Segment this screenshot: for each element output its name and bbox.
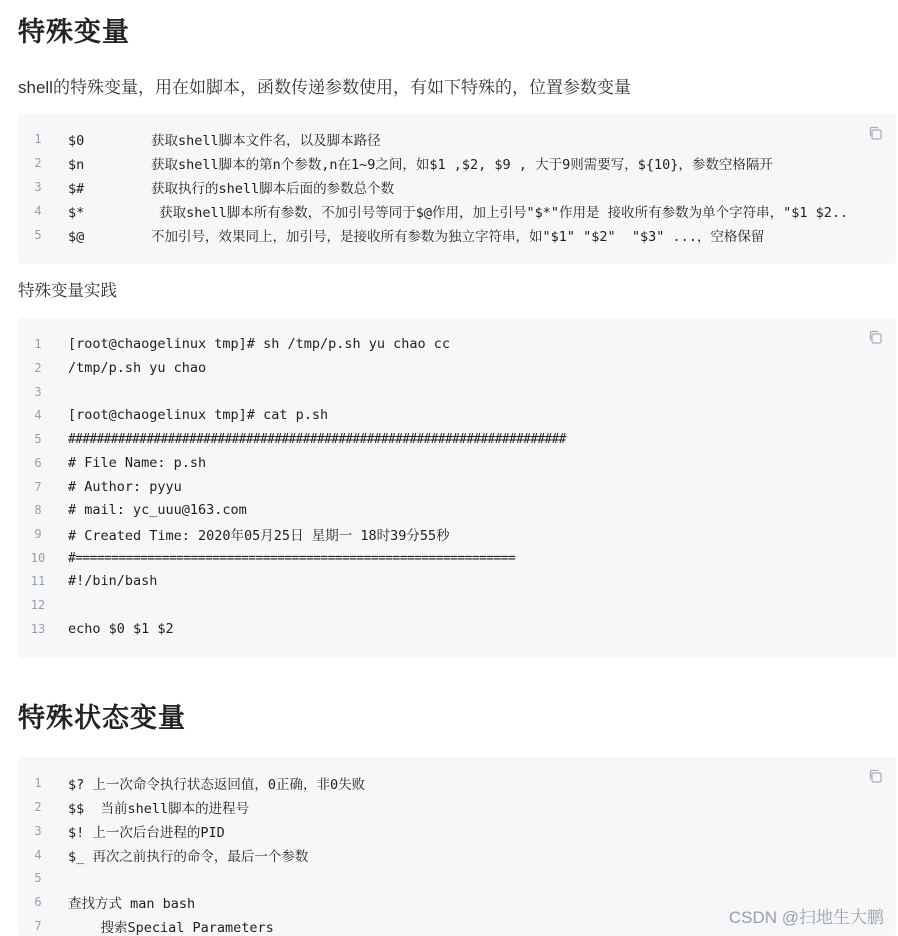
var-desc: 获取shell脚本的第n个参数,n在1~9之间，如$1 ,$2, $9 , 大于9则需要写，${10}，参数空格隔开	[151, 157, 773, 173]
code-text: #=============================================================	[68, 550, 516, 566]
code-text: $_ 再次之前执行的命令，最后一个参数	[68, 849, 309, 865]
code-line	[18, 175, 896, 199]
code-line	[18, 617, 896, 641]
line-number: 5	[34, 432, 42, 446]
code-line	[18, 795, 896, 819]
line-number: 4	[34, 848, 42, 862]
var-name: $0	[68, 133, 85, 149]
code-line	[18, 819, 896, 843]
line-number: 9	[34, 527, 42, 541]
code-line	[18, 151, 896, 175]
var-name: $n	[68, 157, 85, 173]
code-line	[18, 199, 896, 223]
line-number: 4	[34, 408, 42, 422]
watermark: CSDN @扫地生大鹏	[728, 908, 884, 927]
var-desc: 不加引号，效果同上，加引号，是接收所有参数为独立字符串，如"$1" "$2" "$3" ...，空格保留	[151, 229, 765, 245]
code-text: # File Name: p.sh	[68, 455, 207, 471]
line-number: 6	[34, 895, 42, 909]
line-number: 11	[30, 574, 46, 588]
line-number: 2	[34, 156, 42, 170]
line-number: 7	[34, 919, 42, 933]
code-text: # Created Time: 2020年05月25日 星期一 18时39分55秒	[68, 528, 450, 544]
code-text: $$ 当前shell脚本的进程号	[68, 801, 250, 817]
section-title-special-status-vars: 特殊状态变量	[18, 703, 186, 733]
code-block-special-vars	[18, 114, 896, 264]
code-line	[18, 223, 896, 247]
line-number: 3	[34, 180, 42, 194]
code-line	[18, 843, 896, 867]
code-line	[18, 866, 896, 890]
section-intro: shell的特殊变量，用在如脚本，函数传递参数使用，有如下特殊的，位置参数变量	[18, 78, 631, 97]
code-line	[18, 498, 896, 522]
line-number: 1	[34, 337, 42, 351]
code-line	[18, 332, 896, 356]
code-text: # Author: pyyu	[68, 479, 182, 495]
code-text: 查找方式 man bash	[68, 896, 196, 912]
code-line	[18, 546, 896, 570]
code-line	[18, 569, 896, 593]
code-line	[18, 403, 896, 427]
code-text: ######################################################################	[68, 431, 566, 447]
line-number: 2	[34, 800, 42, 814]
line-number: 5	[34, 871, 42, 885]
var-name: $@	[68, 229, 85, 245]
code-text: # mail: yc_uuu@163.com	[68, 502, 247, 518]
line-number: 13	[30, 622, 46, 636]
section-title-special-vars: 特殊变量	[18, 17, 130, 47]
code-text: $? 上一次命令执行状态返回值，0正确，非0失败	[68, 777, 366, 793]
var-desc: 获取shell脚本所有参数，不加引号等同于$@作用，加上引号"$*"作用是 接收所有参数为单个字符串，"$1 $2..	[151, 205, 849, 221]
line-number: 3	[34, 385, 42, 399]
code-line	[18, 593, 896, 617]
line-number: 7	[34, 480, 42, 494]
line-number: 12	[30, 598, 46, 612]
var-desc: 获取执行的shell脚本后面的参数总个数	[151, 181, 395, 197]
var-name: $#	[68, 181, 85, 197]
code-text: [root@chaogelinux tmp]# sh /tmp/p.sh yu chao cc	[68, 336, 451, 352]
code-block-practice	[18, 318, 896, 658]
line-number: 1	[34, 132, 42, 146]
code-line	[18, 380, 896, 404]
line-number: 2	[34, 361, 42, 375]
line-number: 3	[34, 824, 42, 838]
code-text: 搜索Special Parameters	[68, 920, 274, 936]
code-text: [root@chaogelinux tmp]# cat p.sh	[68, 407, 329, 423]
line-number: 5	[34, 228, 42, 242]
code-line	[18, 127, 896, 151]
code-line	[18, 451, 896, 475]
code-text: #!/bin/bash	[68, 573, 158, 589]
var-name: $*	[68, 205, 85, 221]
subsection-title: 特殊变量实践	[18, 282, 117, 300]
code-line	[18, 356, 896, 380]
line-number: 6	[34, 456, 42, 470]
code-line	[18, 427, 896, 451]
code-line	[18, 475, 896, 499]
line-number: 4	[34, 204, 42, 218]
var-desc: 获取shell脚本文件名，以及脚本路径	[151, 133, 381, 149]
code-line	[18, 771, 896, 795]
line-number: 8	[34, 503, 42, 517]
code-text: echo $0 $1 $2	[68, 621, 174, 637]
code-line	[18, 522, 896, 546]
code-text: /tmp/p.sh yu chao	[68, 360, 207, 376]
line-number: 10	[30, 551, 46, 565]
line-number: 1	[34, 776, 42, 790]
code-text: $! 上一次后台进程的PID	[68, 825, 225, 841]
